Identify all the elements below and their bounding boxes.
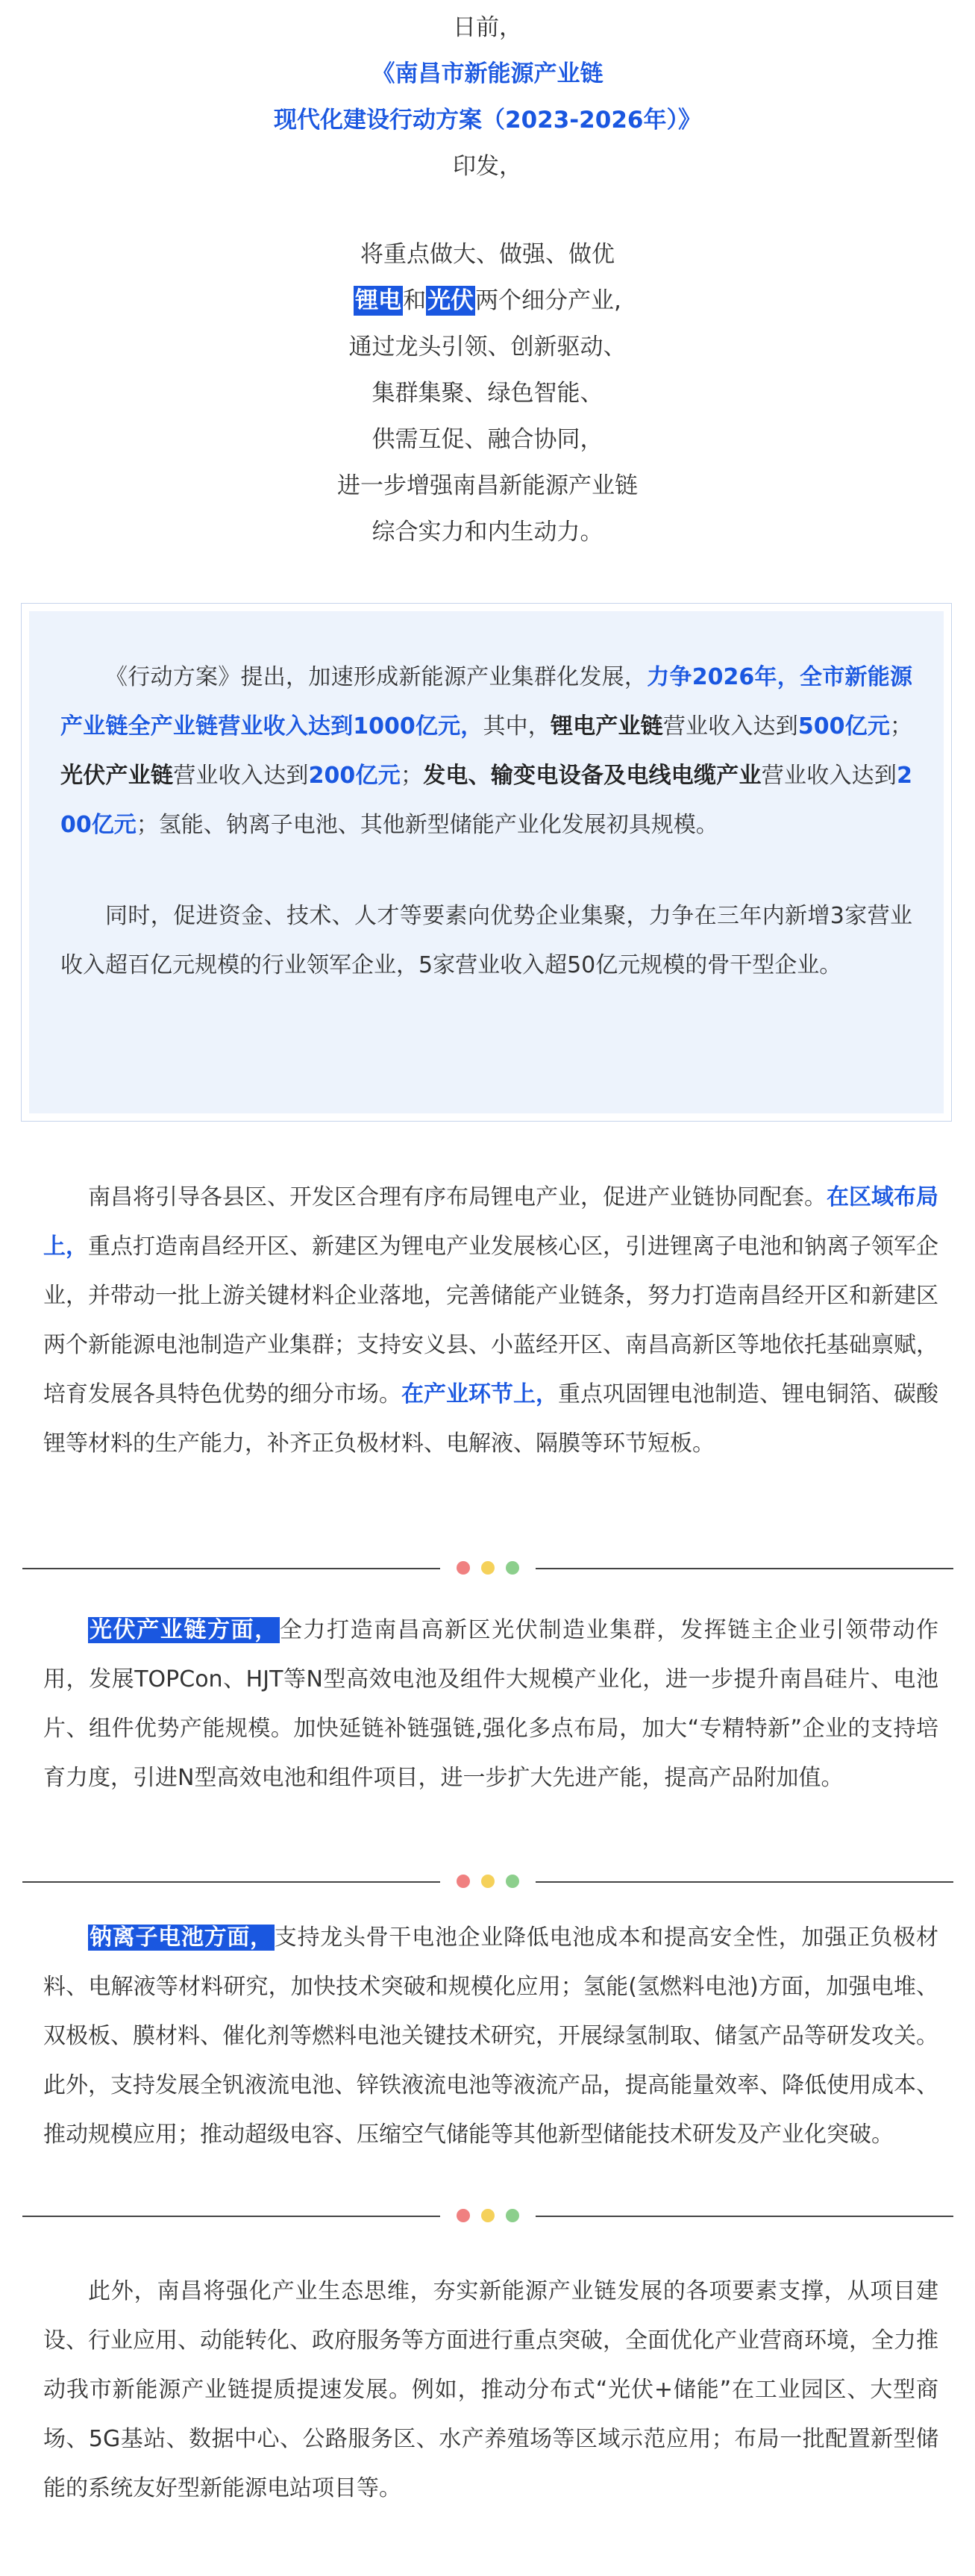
text-run: 其中， — [483, 713, 551, 740]
lithium-section — [43, 1173, 938, 1469]
regional-layout-label: 在区域布局上， — [43, 1184, 938, 1260]
closing-paragraph: 此外，南昌将强化产业生态思维，夯实新能源产业链发展的各项要素支撑，从项目建设、行业应用、动能转化、政府服务等方面进行重点突破，全面优化产业营商环境，全力推动我市新能源产业链提质提速发展。例如，推动分布式“光伏+储能”在工业园区、大型商场、5G基站、数据中心、公路服务区、水产养殖场等区域示范应用；布局一批配置新型储能的系统友好型新能源电站项目等。 — [43, 2278, 938, 2501]
text-run: ；氢能、钠离子电池、其他新型储能产业化发展初具规模。 — [136, 812, 718, 838]
divider-line — [536, 1881, 953, 1883]
text-run: 《行动方案》提出，加速形成新能源产业集群化发展， — [105, 664, 648, 690]
dot-icon — [481, 1875, 495, 1888]
section-divider — [22, 1560, 953, 1578]
text-run: ； — [890, 713, 913, 740]
dot-icon — [481, 1561, 495, 1575]
intro-line: 通过龙头引领、创新驱动、 — [348, 334, 627, 360]
power-equipment-label: 发电、输变电设备及电线电缆产业 — [422, 763, 762, 789]
plan-title-line-1: 《南昌市新能源产业链 — [371, 60, 604, 87]
divider-dots — [457, 2209, 524, 2224]
section-divider — [22, 1873, 953, 1891]
intro-and: 和 — [403, 287, 427, 314]
intro-line: 供需互促、融合协同， — [371, 426, 604, 453]
text-run: 支持龙头骨干电池企业降低电池成本和提高安全性，加强正负极材料、电解液等材料研究，加快技术突破和规模化应用；氢能(氢燃料电池)方面，加强电堆、双极板、膜材料、催化剂等燃料电池关键技术研究，开展绿氢制取、储氢产品等研发攻关。此外，支持发展全钒液流电池、锌铁液流电池等液流产品，提高能量效率、降低使用成本、推动规模应用；推动超级电容、压缩空气储能等其他新型储能技术研发及产业化突破。 — [43, 1925, 939, 2148]
text-run: ； — [400, 763, 423, 789]
sodium-section-label: 钠离子电池方面， — [90, 1925, 273, 1951]
text-run: 营业收入达到 — [173, 763, 309, 789]
target-total: 力争2026年，全市新能源产业链全产业链营业收入达到1000亿元， — [60, 664, 913, 740]
sodium-section — [43, 1913, 938, 2160]
text-run: 全力打造南昌高新区光伏制造业集群，发挥链主企业引领带动作用，发展TOPCon、HJT等N型高效电池及组件大规模产业化，进一步提升南昌硅片、电池片、组件优势产能规模。加快延链补链强链,强化多点布局，加大“专精特新”企业的支持培育力度，引进N型高效电池和组件项目，进一步扩大先进产能，提高产品附加值。 — [43, 1617, 939, 1791]
pv-section-label: 光伏产业链方面， — [90, 1617, 278, 1643]
intro-line: 进一步增强南昌新能源产业链 — [337, 472, 638, 499]
text-run: 重点打造南昌经开区、新建区为锂电产业发展核心区，引进锂离子电池和钠离子领军企业，并带动一批上游关键材料企业落地，完善储能产业链条，努力打造南昌经开区和新建区两个新能源电池制造产业集群；支持安义县、小蓝经开区、南昌高新区等地依托基础禀赋，培育发展各具特色优势的细分市场。 — [43, 1234, 938, 1407]
intro-line: 综合实力和内生动力。 — [371, 519, 604, 545]
industry-link-label: 在产业环节上， — [401, 1381, 558, 1407]
highlight-lithium: 锂电 — [355, 287, 402, 314]
quote-paragraph-2: 同时，促进资金、技术、人才等要素向优势企业集聚，力争在三年内新增3家营业收入超百亿元规模的行业领军企业，5家营业收入超50亿元规模的骨干型企业。 — [60, 903, 912, 978]
text-run: 营业收入达到 — [761, 763, 897, 789]
pv-chain-label: 光伏产业链 — [60, 763, 174, 789]
divider-line — [536, 1568, 953, 1569]
divider-line — [22, 2216, 440, 2217]
lithium-paragraph — [43, 1173, 938, 1469]
text-run: 南昌将引导各县区、开发区合理有序布局锂电产业，促进产业链协同配套。 — [88, 1184, 827, 1210]
sodium-paragraph — [43, 1913, 938, 2160]
pv-target: 200亿元 — [308, 763, 401, 789]
highlight-pv: 光伏 — [427, 287, 474, 314]
lithium-chain-label: 锂电产业链 — [550, 713, 663, 740]
intro-tail: 两个细分产业, — [475, 287, 621, 314]
quote-paragraph-1 — [60, 653, 912, 850]
dot-icon — [457, 1561, 470, 1575]
dot-icon — [481, 2209, 495, 2222]
intro-line: 日前， — [453, 14, 522, 41]
dot-icon — [506, 1875, 519, 1888]
dot-icon — [457, 2209, 470, 2222]
quote-box — [21, 603, 952, 1122]
intro-block — [0, 4, 975, 555]
divider-line — [22, 1881, 440, 1883]
divider-dots — [457, 1561, 524, 1576]
text-run: 营业收入达到 — [662, 713, 798, 740]
intro-line: 印发， — [453, 153, 522, 180]
dot-icon — [506, 1561, 519, 1575]
pv-paragraph — [43, 1606, 938, 1803]
lithium-target: 500亿元 — [797, 713, 891, 740]
dot-icon — [457, 1875, 470, 1888]
power-equipment-target: 200亿元 — [60, 763, 913, 838]
dot-icon — [506, 2209, 519, 2222]
intro-line-highlight — [0, 278, 975, 324]
closing-section — [43, 2267, 938, 2513]
intro-line: 集群集聚、绿色智能、 — [371, 380, 604, 407]
text-run: 重点巩固锂电池制造、锂电铜箔、碳酸锂等材料的生产能力，补齐正负极材料、电解液、隔膜等环节短板。 — [43, 1381, 938, 1457]
divider-line — [22, 1568, 440, 1569]
pv-section — [43, 1606, 938, 1803]
quote-box-inner — [29, 611, 944, 1113]
divider-line — [536, 2216, 953, 2217]
section-divider — [22, 2207, 953, 2225]
divider-dots — [457, 1875, 524, 1889]
plan-title-line-2: 现代化建设行动方案（2023-2026年）》 — [274, 107, 701, 134]
intro-line: 将重点做大、做强、做优 — [360, 241, 615, 268]
